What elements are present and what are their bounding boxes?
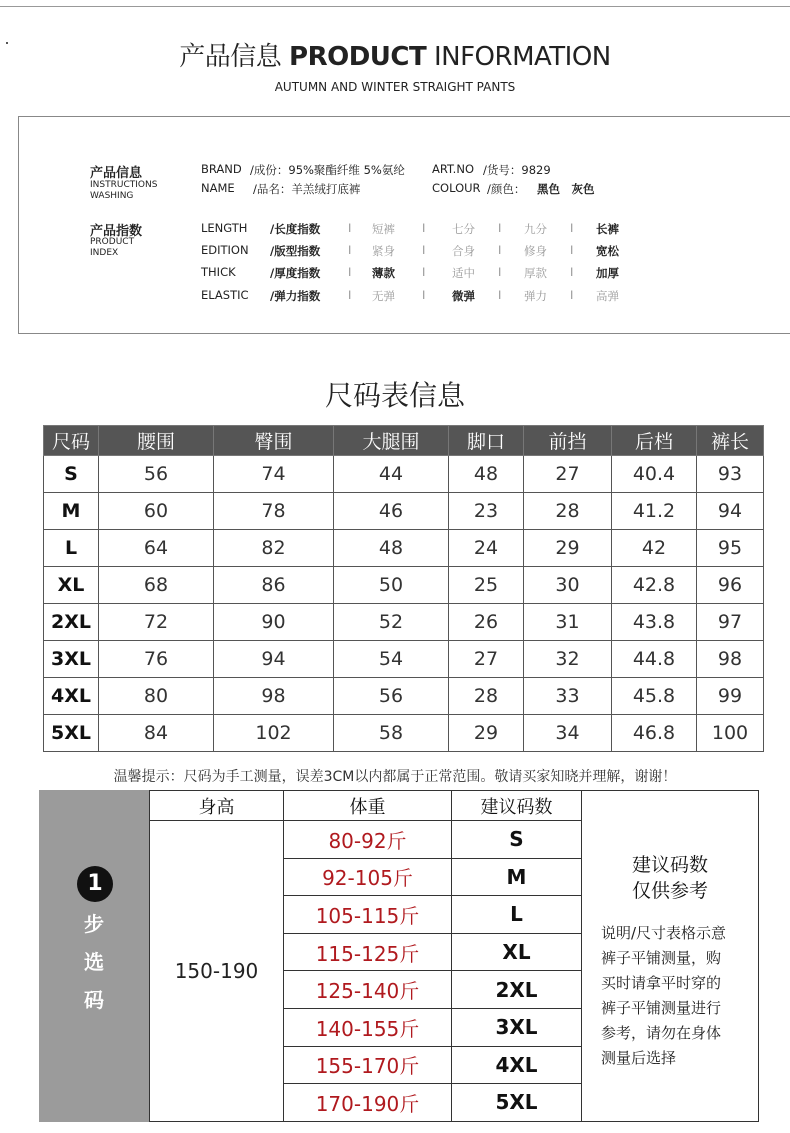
length-opt-3: 九分 (524, 222, 547, 236)
brand-value: /成份：95%聚酯纤维 5%氨纶 (250, 163, 405, 177)
name-label: NAME (201, 181, 235, 195)
measurement-cell: 56 (99, 456, 214, 493)
measurement-cell: 23 (449, 493, 524, 530)
index-separator: I (498, 243, 502, 257)
measurement-cell: 29 (524, 530, 612, 567)
weight-range-cell: 140-155斤 (284, 1008, 452, 1046)
size-chart-title: 尺码表信息 (324, 379, 465, 412)
note-body (601, 921, 757, 1071)
length-opt-1: 短裤 (372, 222, 395, 236)
note-line: 买时请拿平时穿的 (601, 974, 722, 992)
index-separator: I (422, 221, 426, 235)
measurement-cell: 80 (99, 678, 214, 715)
size-label-cell: 2XL (44, 604, 99, 641)
index-separator: I (348, 243, 352, 257)
measurement-cell: 40.4 (612, 456, 697, 493)
size-label-cell: 5XL (44, 715, 99, 752)
index-separator: I (422, 243, 426, 257)
length-label: LENGTH (201, 221, 248, 235)
height-header: 身高 (150, 791, 284, 821)
col-header: 尺码 (44, 426, 99, 456)
measurement-cell: 44.8 (612, 641, 697, 678)
col-header: 大腿围 (334, 426, 449, 456)
measurement-cell: 41.2 (612, 493, 697, 530)
thick-label: THICK (201, 265, 236, 279)
title-cn: 产品信息 (179, 42, 282, 72)
edition-opt-4: 宽松 (596, 244, 619, 258)
index-separator: I (570, 288, 574, 302)
size-recommendation-table (149, 790, 582, 1122)
note-line: 说明/尺寸表格示意 (601, 924, 727, 942)
note-line: 裤子平铺测量，购 (601, 949, 722, 967)
colour-prefix: /颜色： (487, 182, 526, 196)
measurement-cell: 43.8 (612, 604, 697, 641)
weight-range-cell: 92-105斤 (284, 858, 452, 896)
recommended-size-cell: 3XL (452, 1008, 582, 1046)
page-title (0, 36, 790, 73)
measurement-cell: 48 (334, 530, 449, 567)
size-row (44, 567, 764, 604)
measurement-cell: 33 (524, 678, 612, 715)
weight-range-cell: 80-92斤 (284, 821, 452, 859)
measurement-cell: 98 (697, 641, 764, 678)
col-header: 臀围 (214, 426, 334, 456)
edition-opt-1: 紧身 (372, 244, 395, 258)
measurement-cell: 56 (334, 678, 449, 715)
index-label-cn: 产品指数 (90, 224, 143, 239)
elastic-opt-4: 高弹 (596, 289, 619, 303)
name-value: /品名：羊羔绒打底裤 (253, 182, 361, 196)
col-header: 腰围 (99, 426, 214, 456)
measurement-cell: 60 (99, 493, 214, 530)
measurement-cell: 26 (449, 604, 524, 641)
measurement-cell: 42.8 (612, 567, 697, 604)
measurement-cell: 27 (524, 456, 612, 493)
index-separator: I (570, 243, 574, 257)
measurement-cell: 99 (697, 678, 764, 715)
weight-range-cell: 105-115斤 (284, 896, 452, 934)
measurement-cell: 72 (99, 604, 214, 641)
measurement-cell: 27 (449, 641, 524, 678)
measurement-cell: 48 (449, 456, 524, 493)
col-header: 后档 (612, 426, 697, 456)
brand-label: BRAND (201, 162, 242, 176)
elastic-label-cn: /弹力指数 (270, 289, 321, 303)
size-label-cell: L (44, 530, 99, 567)
recommended-size-cell: 2XL (452, 971, 582, 1009)
index-separator: I (348, 288, 352, 302)
measurement-cell: 84 (99, 715, 214, 752)
recommendation-row (150, 821, 582, 859)
length-opt-4: 长裤 (596, 222, 619, 236)
measurement-cell: 96 (697, 567, 764, 604)
recommended-size-cell: 5XL (452, 1084, 582, 1122)
recommended-size-cell: XL (452, 933, 582, 971)
elastic-opt-1: 无弹 (372, 289, 395, 303)
edition-opt-3: 修身 (524, 244, 547, 258)
size-label-cell: M (44, 493, 99, 530)
measurement-cell: 46.8 (612, 715, 697, 752)
edition-label-cn: /版型指数 (270, 244, 321, 258)
measurement-cell: 44 (334, 456, 449, 493)
measurement-cell: 97 (697, 604, 764, 641)
colour-label: COLOUR (432, 181, 481, 195)
weight-range-cell: 155-170斤 (284, 1046, 452, 1084)
step-char: 选 (84, 950, 104, 974)
size-label-cell: 4XL (44, 678, 99, 715)
elastic-label: ELASTIC (201, 288, 249, 302)
artno-value: /货号：9829 (483, 163, 551, 177)
note-title-line: 建议码数 (631, 854, 708, 876)
size-chart-table (43, 425, 764, 752)
edition-opt-2: 合身 (452, 244, 475, 258)
index-separator: I (570, 265, 574, 279)
measurement-cell: 94 (214, 641, 334, 678)
measurement-cell: 30 (524, 567, 612, 604)
size-row (44, 715, 764, 752)
note-title-line: 仅供参考 (631, 880, 708, 902)
instructions-label-en: INSTRUCTIONS (90, 180, 158, 190)
measurement-cell: 28 (449, 678, 524, 715)
edition-label: EDITION (201, 243, 249, 257)
recommended-size-cell: L (452, 896, 582, 934)
size-label-cell: S (44, 456, 99, 493)
step-number-badge: 1 (77, 866, 113, 902)
measurement-cell: 58 (334, 715, 449, 752)
note-line: 参考，请勿在身体 (601, 1024, 722, 1042)
size-header: 建议码数 (452, 791, 582, 821)
instructions-label-cn: 产品信息 (90, 166, 143, 181)
title-bold: PRODUCT (289, 42, 427, 72)
measurement-cell: 86 (214, 567, 334, 604)
top-divider (0, 6, 790, 7)
measurement-cell: 98 (214, 678, 334, 715)
measurement-cell: 42 (612, 530, 697, 567)
measurement-cell: 31 (524, 604, 612, 641)
measurement-cell: 52 (334, 604, 449, 641)
thick-opt-3: 厚款 (524, 266, 547, 280)
measurement-cell: 94 (697, 493, 764, 530)
length-opt-2: 七分 (452, 222, 475, 236)
measurement-cell: 54 (334, 641, 449, 678)
recommended-size-cell: S (452, 821, 582, 859)
thick-opt-1: 薄款 (372, 266, 395, 280)
index-label-en2: INDEX (90, 248, 119, 258)
weight-header: 体重 (284, 791, 452, 821)
measurement-cell: 32 (524, 641, 612, 678)
index-separator: I (498, 221, 502, 235)
thick-label-cn: /厚度指数 (270, 266, 321, 280)
recommended-size-cell: 4XL (452, 1046, 582, 1084)
measurement-cell: 34 (524, 715, 612, 752)
size-chart-header (44, 426, 764, 456)
index-separator: I (570, 221, 574, 235)
size-label-cell: XL (44, 567, 99, 604)
index-separator: I (348, 221, 352, 235)
measurement-cell: 90 (214, 604, 334, 641)
weight-range-cell: 170-190斤 (284, 1084, 452, 1122)
index-separator: I (422, 265, 426, 279)
note-line: 测量后选择 (601, 1049, 677, 1067)
index-separator: I (498, 288, 502, 302)
size-row (44, 678, 764, 715)
measurement-cell: 78 (214, 493, 334, 530)
col-header: 裤长 (697, 426, 764, 456)
size-row (44, 530, 764, 567)
note-line: 裤子平铺测量进行 (601, 999, 722, 1017)
measurement-cell: 95 (697, 530, 764, 567)
recommended-size-cell: M (452, 858, 582, 896)
measurement-cell: 28 (524, 493, 612, 530)
index-separator: I (422, 288, 426, 302)
measurement-cell: 50 (334, 567, 449, 604)
weight-range-cell: 125-140斤 (284, 971, 452, 1009)
size-row (44, 493, 764, 530)
measurement-cell: 68 (99, 567, 214, 604)
size-row (44, 456, 764, 493)
size-row (44, 641, 764, 678)
index-separator: I (348, 265, 352, 279)
colour-values: 黑色 灰色 (537, 182, 595, 196)
thick-opt-2: 适中 (452, 266, 475, 280)
measurement-cell: 76 (99, 641, 214, 678)
col-header: 前挡 (524, 426, 612, 456)
thick-opt-4: 加厚 (596, 266, 619, 280)
measurement-cell: 100 (697, 715, 764, 752)
measurement-cell: 24 (449, 530, 524, 567)
measurement-tip: 温馨提示：尺码为手工测量，误差3CM以内都属于正常范围。敬请买家知晓并理解，谢谢！ (113, 769, 677, 785)
measurement-cell: 45.8 (612, 678, 697, 715)
measurement-cell: 74 (214, 456, 334, 493)
measurement-cell: 82 (214, 530, 334, 567)
index-label-en: PRODUCT (90, 237, 135, 247)
measurement-cell: 102 (214, 715, 334, 752)
step-char: 步 (84, 912, 104, 936)
weight-range-cell: 115-125斤 (284, 933, 452, 971)
col-header: 脚口 (449, 426, 524, 456)
page-subtitle: AUTUMN AND WINTER STRAIGHT PANTS (274, 80, 516, 94)
measurement-cell: 25 (449, 567, 524, 604)
measurement-cell: 64 (99, 530, 214, 567)
height-range-cell: 150-190 (150, 821, 284, 1122)
elastic-opt-3: 弹力 (524, 289, 547, 303)
measurement-cell: 93 (697, 456, 764, 493)
step-char: 码 (84, 988, 104, 1012)
size-row (44, 604, 764, 641)
measurement-cell: 46 (334, 493, 449, 530)
artno-label: ART.NO (432, 162, 474, 176)
length-label-cn: /长度指数 (270, 222, 321, 236)
index-separator: I (498, 265, 502, 279)
measurement-cell: 29 (449, 715, 524, 752)
washing-label-en: WASHING (90, 191, 134, 201)
note-title (581, 852, 759, 904)
elastic-opt-2: 微弹 (452, 289, 475, 303)
size-label-cell: 3XL (44, 641, 99, 678)
title-light: INFORMATION (433, 42, 611, 72)
